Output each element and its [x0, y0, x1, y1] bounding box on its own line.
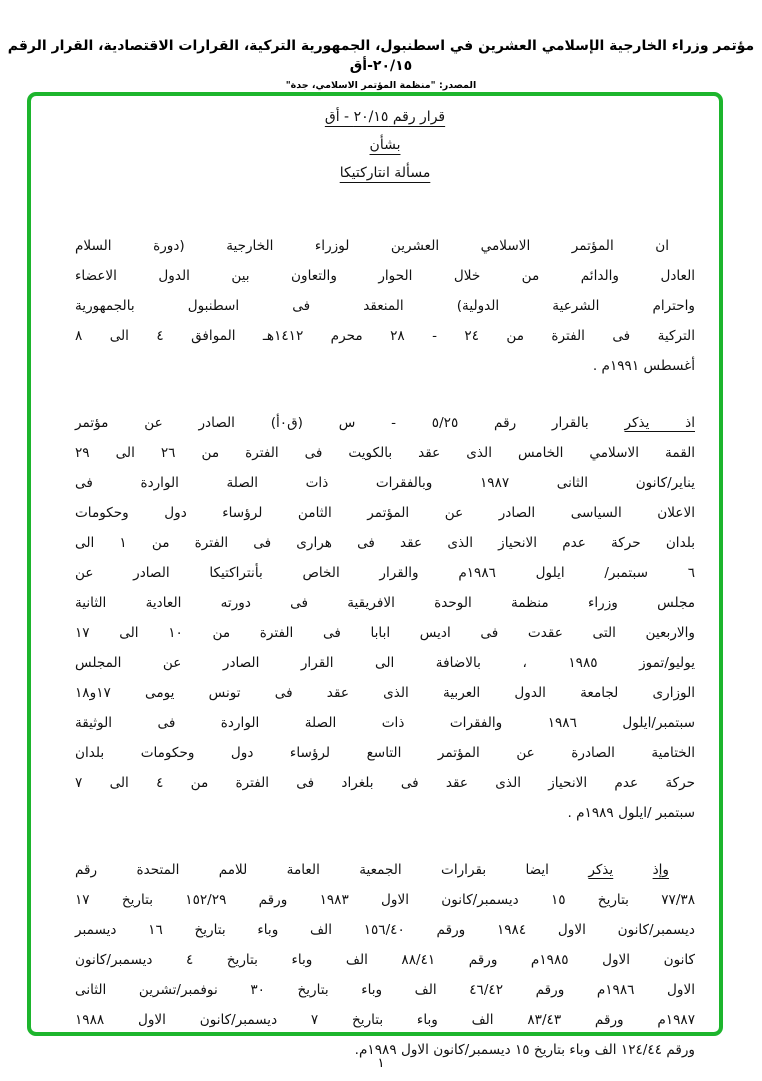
source-value: "منظمة المؤتمر الاسلامي، جدة": [285, 80, 436, 91]
page-header: [0, 36, 762, 94]
header-title: مؤتمر وزراء الخارجية الإسلامي العشرين في اسطنبول، الجمهورية التركية، القرارات الاقتصادية، القرار الرقم ٢٠/١٥-أق: [7, 38, 755, 74]
paragraph-line: ١٩٨٧م ورقم ٨٣/٤٣ الف وباء بتاريخ ٧ ديسمبر/كانون الاول ١٩٨٨: [75, 1012, 696, 1028]
paragraph-line: ٦ سبتمبر/ ايلول ١٩٨٦م والقرار الخاص بأنتراكتيكا الصادر عن: [75, 565, 695, 581]
paragraph-line-text: ايضا بقرارات الجمعية العامة للامم المتحدة رقم: [75, 862, 549, 878]
recalling-lead: اذ يذكر: [624, 415, 695, 431]
paragraph-line: الوزارى لجامعة الدول العربية الذى عقد فى تونس يومى ١٧و١٨: [75, 685, 695, 701]
paragraph-line: بلدان حركة عدم الانحياز الذى عقد فى هرارى فى الفترة من ١ الى: [75, 535, 695, 551]
paragraph-line: الختامية الصادرة عن المؤتمر التاسع لرؤساء دول وحكومات بلدان: [75, 745, 695, 761]
recalling-prefix: وإذ: [652, 862, 669, 878]
paragraph-line-text: بالقرار رقم ٥/٢٥ - س (ق٠أ) الصادر عن مؤتمر: [75, 415, 589, 431]
paragraph-line: والاربعين التى عقدت فى اديس ابابا فى الفترة من ١٠ الى ١٧: [75, 625, 695, 641]
paragraph-line: سبتمبر /ايلول ١٩٨٩م .: [567, 805, 695, 821]
paragraph-line: العادل والدائم من خلال الحوار والتعاون بين الدول الاعضاء: [75, 268, 695, 284]
paragraph-line: يناير/كانون الثانى ١٩٨٧ وبالفقرات ذات الصلة الواردة فى: [75, 475, 695, 491]
paragraph-line: ان المؤتمر الاسلامي العشرين لوزراء الخارجية (دورة السلام: [75, 238, 669, 254]
page-number: ١: [377, 1056, 385, 1071]
source-label: المصدر:: [438, 80, 477, 91]
paragraph-line: الاول ١٩٨٦م ورقم ٤٦/٤٢ الف وباء بتاريخ ٣٠ نوفمبر/تشرين الثانى: [75, 982, 696, 998]
paragraph-line: سبتمبر/ايلول ١٩٨٦ والفقرات ذات الصلة الواردة فى الوثيقة: [75, 715, 695, 731]
paragraph-line: أغسطس ١٩٩١م .: [592, 358, 695, 374]
paragraph-line: الاعلان السياسى الصادر عن المؤتمر الثامن لرؤساء دول وحكومات: [75, 505, 695, 521]
paragraph-line: واحترام الشرعية الدولية) المنعقد فى اسطنبول بالجمهورية: [75, 298, 695, 314]
paragraph-3: [75, 855, 695, 1065]
paragraph-line: ديسمبر/كانون الاول ١٩٨٤ ورقم ١٥٦/٤٠ الف وباء بتاريخ ١٦ ديسمبر: [75, 922, 695, 938]
recalling-lead: يذكر: [588, 862, 614, 878]
document-titles: [75, 103, 695, 187]
paragraph-line: كانون الاول ١٩٨٥م ورقم ٨٨/٤١ الف وباء بتاريخ ٤ ديسمبر/كانون: [75, 952, 695, 968]
paragraph-line: يوليو/تموز ١٩٨٥ ، بالاضافة الى القرار الصادر عن المجلس: [75, 655, 695, 671]
paragraph-line: مجلس وزراء منظمة الوحدة الافريقية فى دورته العادية الثانية: [75, 595, 695, 611]
paragraph-line: [75, 855, 695, 885]
paragraph-line: ٧٧/٣٨ بتاريخ ١٥ ديسمبر/كانون الاول ١٩٨٣ ورقم ١٥٢/٢٩ بتاريخ ١٧: [75, 892, 696, 908]
paragraph-line: القمة الاسلامي الخامس الذى عقد بالكويت فى الفترة من ٢٦ الى ٢٩: [75, 445, 695, 461]
paragraph-line: [75, 408, 695, 438]
paragraph-line: التركية فى الفترة من ٢٤ - ٢٨ محرم ١٤١٢هـ الموافق ٤ الى ٨: [75, 328, 695, 344]
paragraph-1: [75, 231, 695, 381]
document-body: [75, 103, 695, 1065]
paragraph-2: [75, 408, 695, 828]
resolution-number: قرار رقم ٢٠/١٥ - أق: [324, 109, 446, 125]
regarding-label: بشأن: [369, 137, 401, 153]
paragraph-line: حركة عدم الانحياز الذى عقد فى بلغراد فى الفترة من ٤ الى ٧: [75, 775, 695, 791]
resolution-subject: مسألة انتاركتيكا: [339, 165, 431, 181]
paragraph-line: ورقم ١٢٤/٤٤ الف وباء بتاريخ ١٥ ديسمبر/كانون الاول ١٩٨٩م.: [354, 1042, 695, 1058]
